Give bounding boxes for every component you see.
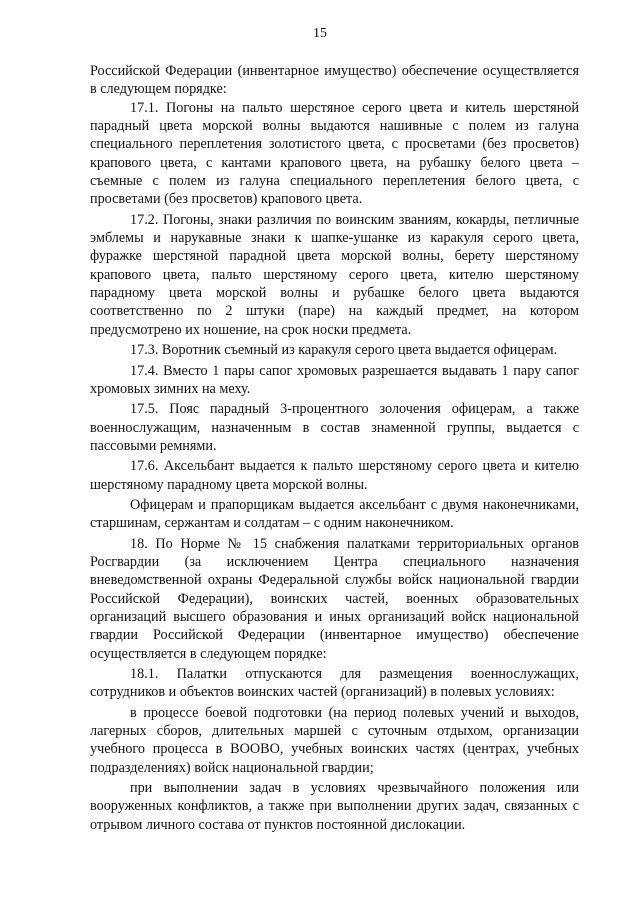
document-body — [90, 62, 579, 834]
paragraph-emergency-tasks: при выполнении задач в условиях чрезвычайного положения или вооруженных конфликтов, а также при выполнении других задач, связанных с отрывом личного состава от пунктов постоянной дислокации. — [90, 780, 579, 833]
paragraph-18-1: 18.1. Палатки отпускаются для размещения военнослужащих, сотрудников и объектов воинских частей (организаций) в полевых условиях: — [90, 666, 579, 701]
paragraph-17-2: 17.2. Погоны, знаки различия по воинским званиям, кокарды, петличные эмблемы и нарукавные знаки к шапке-ушанке из каракуля серого цвета, фуражке шерстяной парадной цвета морской волны, берету шерстяному крапового цвета, пальто шерстяному серого цвета, кителю шерстяному парадному цвета морской волны и рубашке белого цвета выдаются соответственно по 2 штуки (паре) на каждый предмет, на котором предусмотрено их ношение, на срок носки предмета. — [90, 211, 579, 338]
paragraph-aiguillette-ranks: Офицерам и прапорщикам выдается аксельбант с двумя наконечниками, старшинам, сержантам и солдатам – с одним наконечником. — [90, 496, 579, 532]
paragraph-17-6: 17.6. Аксельбант выдается к пальто шерстяному серого цвета и кителю шерстяному парадному цвета морской волны. — [90, 458, 579, 493]
paragraph-intro: Российской Федерации (инвентарное имущество) обеспечение осуществляется в следующем порядке: — [90, 63, 579, 98]
paragraph-17-5: 17.5. Пояс парадный 3-процентного золочения офицерам, а также военнослужащим, назначенным в состав знаменной группы, выдается с пассовыми ремнями. — [90, 401, 579, 454]
page-number: 15 — [313, 26, 327, 41]
paragraph-17-4: 17.4. Вместо 1 пары сапог хромовых разрешается выдавать 1 пару сапог хромовых зимних на меху. — [90, 362, 579, 397]
paragraph-18: 18. По Норме № 15 снабжения палатками территориальных органов Росгвардии (за исключением Центра специального назначения вневедомственной охраны Федеральной службы войск национальной гвардии Российской Федерации), воинских частей, военных образовательных организаций высшего образования и иных организаций войск национальной гвардии Российской Федерации (инвентарное имущество) обеспечение осуществляется в следующем порядке: — [90, 535, 579, 662]
paragraph-17-3: 17.3. Воротник съемный из каракуля серого цвета выдается офицерам. — [130, 342, 558, 359]
paragraph-combat-training: в процессе боевой подготовки (на период полевых учений и выходов, лагерных сборов, длительных маршей с суточным отдыхом, организации учебного процесса в ВООВО, учебных воинских частях (центрах, учебных подразделениях) войск национальной гвардии; — [90, 704, 579, 776]
paragraph-17-1: 17.1. Погоны на пальто шерстяное серого цвета и китель шерстяной парадный цвета морской волны выдаются нашивные с полем из галуна специального переплетения золотистого цвета, с просветами (без просветов) крапового цвета, с кантами крапового цвета, на рубашку белого цвета – съемные с полем из галуна специального переплетения белого цвета, с просветами (без просветов) крапового цвета. — [90, 99, 579, 208]
